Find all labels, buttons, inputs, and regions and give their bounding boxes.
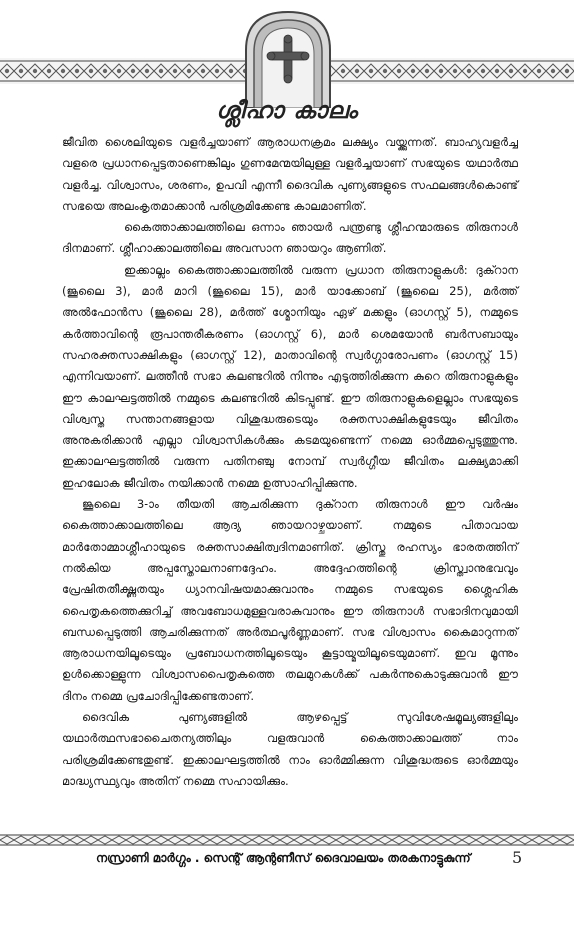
paragraph-4: ജൂലൈ 3-ാം തീയതി ആചരിക്കുന്ന ദുക്റാന തിരുനാൾ ഈ വർഷം കൈത്താക്കാലത്തിലെ ആദ്യ ഞായറാഴ്ചയാണ്. നമ്മുടെ പിതാവായ മാർതോമ്മാശ്ലീഹായുടെ രക്തസാക്ഷിത്വദിനമാണിത്. ക്രിസ്തു രഹസ്യം ഭാരതത്തിന് നൽകിയ അപ്പസ്തോലനാണദ്ദേഹം. അദ്ദേഹത്തിന്റെ ക്രിസ്ത്വാനുഭവവും പ്രേഷിതതീക്ഷ്ണതയും ധ്യാനവിഷയമാക്കുവാനും നമ്മുടെ സഭയുടെ ശ്ലൈഹിക പൈതൃകത്തെക്കുറിച്ച് അവബോധമുള്ളവരാകുവാനും ഈ തിരുനാൾ സഭാദിനവുമായി ബന്ധപ്പെടുത്തി ആചരിക്കുന്നത് അർത്ഥപൂർണ്ണമാണ്. സഭ വിശ്വാസം കൈമാറുന്നത് ആരാധനയിലൂടെയും പ്രബോധനത്തിലൂടെയും കൂട്ടായ്മയിലൂടെയുമാണ്. ഇവ മൂന്നും ഉൾക്കൊള്ളുന്ന വിശ്വാസപൈതൃകത്തെ തലമുറകൾക്ക് പകർന്നുകൊടുക്കുവാൻ ഈ ദിനം നമ്മെ പ്രചോദിപ്പിക്കേണ്ടതാണ്. <box>62 497 518 703</box>
article-body <box>62 132 518 792</box>
page-heading: ശ്ലീഹാ കാലം <box>215 97 359 124</box>
page-number: 5 <box>512 848 523 867</box>
bottom-decorative-border <box>0 834 574 846</box>
paragraph-5: ദൈവിക പുണ്യങ്ങളിൽ ആഴപ്പെട്ട് സുവിശേഷമൂല്യങ്ങളിലും യഥാർത്ഥസഭാചൈതന്യത്തിലും വളരുവാൻ കൈത്താക്കാലത്ത് നാം പരിശ്രമിക്കേണ്ടതുണ്ട്. ഇക്കാലഘട്ടത്തിൽ നാം ഓർമ്മിക്കുന്ന വിശുദ്ധരുടെ ഓർമ്മയും മാദ്ധ്യസ്ഥ്യവും അതിന് നമ്മെ സഹായിക്കും. <box>62 710 518 788</box>
paragraph-3: ഇക്കാല്ലം കൈത്താക്കാലത്തിൽ വരുന്ന പ്രധാന തിരുനാളുകൾ: ദുക്റാന (ജൂലൈ 3), മാർ മാറി (ജൂലൈ 15), മാർ യാക്കോബ് (ജൂലൈ 25), മർത്ത് അൽഫോൻസ (ജൂലൈ 28), മർത്ത് ശ്മോനിയും ഏഴ് മക്കളും (ഓഗസ്റ്റ് 5), നമ്മുടെ കർത്താവിന്റെ രൂപാന്തരീകരണം (ഓഗസ്റ്റ് 6), മാർ ശെമയോൻ ബർസബായും സഹരക്തസാക്ഷികളും (ഓഗസ്റ്റ് 12), മാതാവിന്റെ സ്വർഗ്ഗാരോപണം (ഓഗസ്റ്റ് 15) എന്നിവയാണ്. ലത്തീൻ സഭാ കലണ്ടറിൽ നിന്നും എടുത്തിരിക്കുന്ന കുറെ തിരുനാളുകളും ഈ കാലഘട്ടത്തിൽ നമ്മുടെ കലണ്ടറിൽ കിടപ്പുണ്ട്. ഈ തിരുനാളുകളെല്ലാം സഭയുടെ വിശ്വസ്ത സന്താനങ്ങളായ വിശുദ്ധരുടെയും രക്തസാക്ഷികളുടേയും ജീവിതം അനുകരിക്കാൻ എല്ലാ വിശ്വാസികൾക്കും കടമയുണ്ടെന്ന് നമ്മെ ഓർമ്മപ്പെടുത്തുന്നു. ഇക്കാലഘട്ടത്തിൽ വരുന്ന പതിനഞ്ചു നോമ്പ് സ്വർഗ്ഗീയ ജീവിതം ലക്ഷ്യമാക്കി ഇഹലോക ജീവിതം നയിക്കാൻ നമ്മെ ഉത്സാഹിപ്പിക്കുന്നു. <box>62 262 518 490</box>
paragraph-1: ജീവിത ശൈലിയുടെ വളർച്ചയാണ് ആരാധനക്രമം ലക്ഷ്യം വയ്ക്കുന്നത്. ബാഹ്യവളർച്ച വളരെ പ്രധാനപ്പെട്ടതാണെങ്കിലും ഗുണമേന്മയിലുള്ള വളർച്ചയാണ് സഭയുടെ യഥാർത്ഥ വളർച്ച. വിശ്വാസം, ശരണം, ഉപവി എന്നീ ദൈവിക പുണ്യങ്ങളുടെ സഫലങ്ങൾകൊണ്ട് സഭയെ അലംകൃതമാക്കാൻ പരിശ്രമിക്കേണ്ട കാലമാണിത്. <box>62 135 518 213</box>
page-footer <box>0 848 574 874</box>
publication-line: നസ്രാണി മാർഗ്ഗം . സെന്റ് ആന്റണീസ് ദൈവാലയം തരകനാട്ടുകുന്ന് <box>96 851 471 865</box>
arch-cross-emblem <box>242 8 334 108</box>
paragraph-2: കൈത്താക്കാലത്തിലെ ഒന്നാം ഞായർ പന്ത്രണ്ടു ശ്ലീഹന്മാരുടെ തിരുനാൾ ദിനമാണ്. ശ്ലീഹാക്കാലത്തിലെ അവസാന ഞായറും ആണിത്. <box>62 220 518 256</box>
